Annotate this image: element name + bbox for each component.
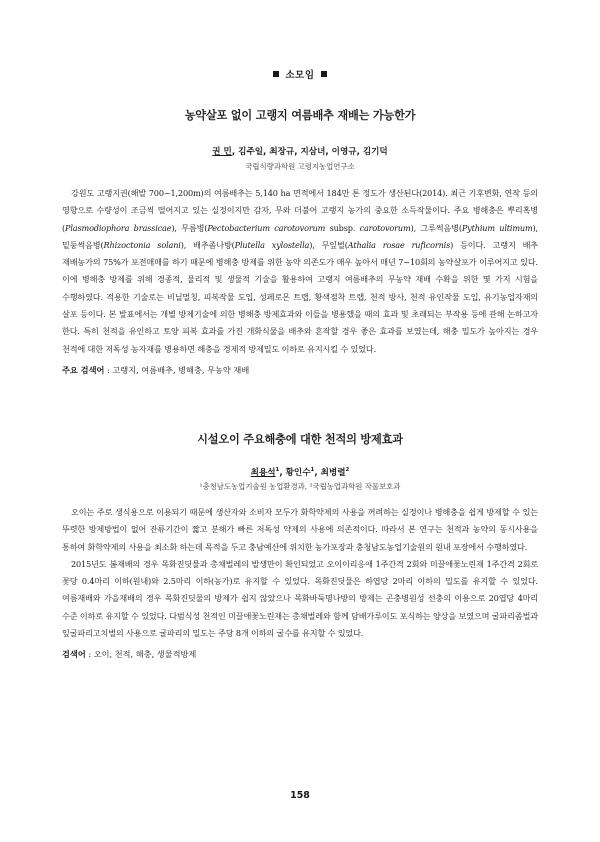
author: 이영규 <box>331 147 357 157</box>
author: 최장규 <box>269 147 295 157</box>
page-number: 158 <box>290 790 310 801</box>
author: 권 민 <box>212 147 232 157</box>
author: 김주일 <box>238 147 264 157</box>
square-bullet-icon <box>273 71 279 77</box>
abstract-1-body: 강원도 고랭지권(해발 700~1,200m)의 여름배추는 5,140 ha 면적에서 184만 톤 정도가 생산된다(2014). 최근 기후변화, 연작 등의 영향으로 수량성이 조금씩 떨어지고 있는 실정이지만 감자, 무와 더불어 고랭지 농가의 중요한 소득작물이다. 주요 병해충은 뿌리혹병(Plasmodiophora brassicae), 무름병(Pectobacterium carotovorum subsp. carotovorum), 그루썩음병(Pythium ultimum), 밑둥썩음병(Rhizoctonia solani), 배추좀나방(Plutella xylostella), 무잎벌(Athalia rosae ruficornis) 등이다. 고랭지 배추 재배농가의 75%가 포전매매를 하기 때문에 병해충 방제를 위한 농약 의존도가 매우 높아서 매년 7~10회의 농약살포가 이루어지고 있다. 이에 병해충 방제를 위해 경종적, 물리적 및 생물적 기술을 활용하여 고랭지 여름배추의 무농약 재배 수확을 위한 몇 가지 시험을 수행하였다. 적용한 기술로는 비닐멀칭, 피복작물 도입, 성페로몬 트랩, 황색점착 트랩, 천적 방사, 천적 유인작물 도입, 유기농업자재의 살포 등이다. 본 발표에서는 개별 방제기술에 의한 병해충 방제효과와 이들을 병용했을 때의 효과 및 초래되는 부작용 등에 관해 논하고자 한다. 특히 천적을 유인하고 토양 피복 효과를 가진 개화식물을 배추와 혼작할 경우 좋은 효과를 보였는데, 해충 밀도가 높아지는 경우 천적에 대한 저독성 농자재를 병용하면 해충을 경제적 방제밀도 이하로 유지시킬 수 있었다. <box>62 188 538 354</box>
section-header-label: 소모임 <box>285 70 315 81</box>
abstract-2-affiliation: ¹충청남도농업기술원 농업환경과, ²국립농업과학원 작물보호과 <box>199 482 401 491</box>
abstract-1 <box>62 107 538 376</box>
abstract-2-authors: 최용석$^1$, 황인수$^1$, 최병렬$^2$ <box>250 467 350 478</box>
abstract-1-authors: 권 민, 김주일, 최장규, 지삼녀, 이영규, 김기덕 <box>212 147 388 157</box>
author: 황인수 <box>285 468 311 478</box>
keywords-text: : 고랭지, 여름배추, 병해충, 무농약 재배 <box>107 364 250 375</box>
abstract-1-affiliation: 국립식량과학원 고령지농업연구소 <box>245 162 355 171</box>
author: 최용석 <box>250 468 276 478</box>
abstract-2-paragraph-1: 오이는 주로 생식용으로 이용되기 때문에 생산자와 소비자 모두가 화학약제의 사용을 꺼려하는 실정이나 병해충을 쉽게 방제할 수 있는 뚜렷한 방제방법이 없어 잔류기간이 짧고 분해가 빠른 저독성 약제의 사용에 의존적이다. 따라서 본 연구는 천적과 농약의 동시사용을 통하여 화학약제의 사용을 최소화 하는데 목적을 두고 충남예산에 위치한 농가포장과 충청남도농업기술원의 원내 포장에서 수행하였다. <box>62 507 538 552</box>
section-header <box>0 67 600 81</box>
author: 지삼녀 <box>300 147 326 157</box>
abstract-2-paragraph-2: 2015년도 봄재배의 경우 목화진딧물과 총채벌레의 발생만이 확인되었고 오이이리응애 1주간격 2회와 미끌애꽃노린재 1주간격 2회로 꽃당 0.4마리 이하(원내)와 2.5마리 이하(농가)로 유지할 수 있었다. 목화진딧물은 하엽당 2마리 이하의 밀도를 유지할 수 있었다. 여름재배와 가을재배의 경우 목화진딧물의 방제가 쉽지 않았으나 목화바둑명나방의 방제는 곤충병원성 선충의 이용으로 20엽당 4마리 수준 이하로 유지할 수 있었다. 다범식성 천적인 미끌애꽃노린재는 총채벌레와 함께 담배가루이도 포식하는 양상을 보였으며 굴파리좀벌과 잎굴파리고치벌의 사용으로 굴파리의 밀도는 주당 8개 이하의 굴수를 유지할 수 있었다. <box>62 558 538 639</box>
abstract-2 <box>62 431 538 660</box>
abstract-1-keywords <box>62 365 538 376</box>
abstract-1-title: 농약살포 없이 고랭지 여름배추 재배는 가능한가 <box>184 109 416 122</box>
author: 최병렬 <box>320 468 346 478</box>
keywords-label: 주요 검색어 <box>62 364 105 375</box>
square-bullet-icon <box>321 71 327 77</box>
author: 김기덕 <box>362 147 388 157</box>
abstract-2-keywords <box>62 649 538 660</box>
keywords-label: 검색어 <box>62 649 86 660</box>
keywords-text: : 오이, 천적, 해충, 생물적방제 <box>88 649 197 660</box>
abstract-2-title: 시설오이 주요해충에 대한 천적의 방제효과 <box>197 433 403 446</box>
